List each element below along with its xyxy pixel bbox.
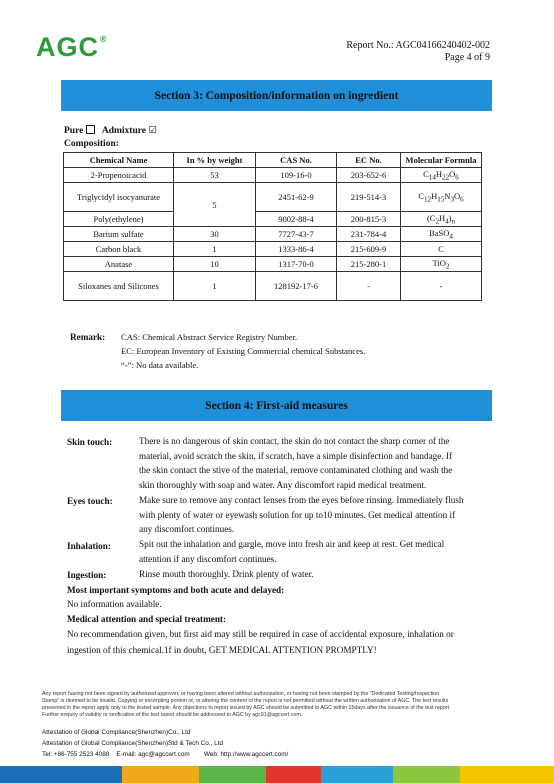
- symptoms-heading: Most important symptoms and both acute and delayed:: [67, 585, 285, 595]
- pure-checkbox: [86, 125, 95, 134]
- eyes-touch-label: Eyes touch:: [67, 496, 113, 506]
- eyes-touch-text: Make sure to remove any contact lenses from the eyes before rinsing. Immediately flush with plenty of water or eyewash solution for up to10 minutes. Get medical attention if any discomfort continues.: [139, 495, 464, 535]
- remark-block: CAS: Chemical Abstract Service Registry Number. EC: European Inventory of Existing Commercial chemical Substances. “-”: No data available.: [121, 332, 366, 370]
- skin-touch-text: There is no dangerous of skin contact, the skin do not contact the sharp corner of the material, avoid scratch the skin, if scratch, have a simple disinfection and bandage. If the skin contact the stive of the material, remove contaminated clothing and wash the skin thoroughly with soap and water. Any discomfort rapid medical treatment.: [139, 436, 453, 490]
- table-row: Carbon black 1 1333-86-4 215-609-9 C: [64, 242, 482, 257]
- agc-logo: AGC®: [36, 32, 108, 62]
- table-header-row: [64, 153, 482, 168]
- pure-admixture-line: Pure Admixture ☑: [64, 126, 157, 136]
- contact-line: Tel: +86-755 2523 4088 E-mail: agc@agccert.com Web: http://www.agccert.com/: [42, 751, 289, 758]
- skin-touch-label: Skin touch:: [67, 437, 113, 447]
- symptoms-text: No information available.: [67, 599, 162, 609]
- formula-cell: TiO$_2$: [401, 257, 482, 272]
- col-formula: Molecular Formula: [401, 153, 482, 168]
- footer-color-stripe: [0, 766, 554, 783]
- col-ec: EC No.: [337, 153, 401, 168]
- formula-cell: $C_{12}H_{15}N_3O_6$: [401, 183, 482, 212]
- footer-disclaimer: Any report having not been signed by authorized approver, or having been altered without authorization, or having not been stamped by the “Dedicated Testing/Inspection Stamp” is deemed to be invalid. Copying or excerpting portion of, or altering the content of the report is not permitted without the written authorization of AGC. The test results presented in the report apply only to the tested sample. Any objections to report issued by AGC should be submitted to AGC within 15days after the issuance of the test report. Further enquiry of validity or verification of the test report should be addressed to AGC by agc01@agccert.com.: [42, 691, 451, 718]
- table-row: Siloxanes and Silicones 1 128192-17-6 - -: [64, 272, 482, 301]
- table-row: 2-Propenoicacid 53 109-16-0 203-652-6 $C_{14}H_{22}O_6$: [64, 168, 482, 183]
- remark-label: Remark:: [70, 332, 106, 342]
- formula-cell: BaSO$_4$: [401, 227, 482, 242]
- section4-title: Section 4: First-aid measures: [61, 390, 492, 421]
- inhalation-text: Spit out the inhalation and gargle, move into fresh air and keep at rest. Get medical attention if any discomfort continues.: [139, 539, 445, 564]
- table-row: Triglycidyl isocyanurate 5 2451-62-9 219-514-3 $C_{12}H_{15}N_3O_6$: [64, 183, 482, 212]
- medical-heading: Medical attention and special treatment:: [67, 614, 227, 624]
- admixture-checkbox: ☑: [148, 126, 157, 136]
- composition-label: Composition:: [64, 139, 119, 149]
- page-number: Page 4 of 9: [444, 52, 490, 63]
- attestation-line-2: Attestation of Global Compliance(Shenzhen)Std & Tech Co., Ltd: [42, 740, 224, 747]
- formula-cell: $(C_2H_4)_n$: [401, 212, 482, 227]
- col-chemical-name: Chemical Name: [64, 153, 174, 168]
- table-row: Anatase 10 1317-70-0 215-280-1 TiO$_2$: [64, 257, 482, 272]
- col-cas: CAS No.: [256, 153, 337, 168]
- formula-cell: $C_{14}H_{22}O_6$: [401, 168, 482, 183]
- inhalation-label: Inhalation:: [67, 541, 111, 551]
- attestation-line-1: Attestation of Global Compliance(Shenzhen)Co., Ltd: [42, 729, 191, 736]
- report-number: Report No.: AGC04166240402-002: [346, 40, 490, 51]
- ingestion-text: Rinse mouth thoroughly. Drink plenty of water.: [139, 569, 314, 579]
- table-row: Poly(ethylene) 9002-88-4 200-815-3 $(C_2H_4)_n$: [64, 212, 482, 227]
- table-row: Barium sulfate 30 7727-43-7 231-784-4 BaSO$_4$: [64, 227, 482, 242]
- col-percent: In % by weight: [174, 153, 256, 168]
- section3-title: Section 3: Composition/information on ingredient: [61, 80, 492, 111]
- report-header: [346, 40, 490, 64]
- composition-table: [63, 152, 482, 301]
- ingestion-label: Ingestion:: [67, 570, 107, 580]
- medical-text: No recommendation given, but first aid may still be required in case of accidental exposure, inhalation or ingestion of this chemical.1f in doubt, GET MEDICAL ATTENTION PROMPTLY!: [67, 629, 454, 655]
